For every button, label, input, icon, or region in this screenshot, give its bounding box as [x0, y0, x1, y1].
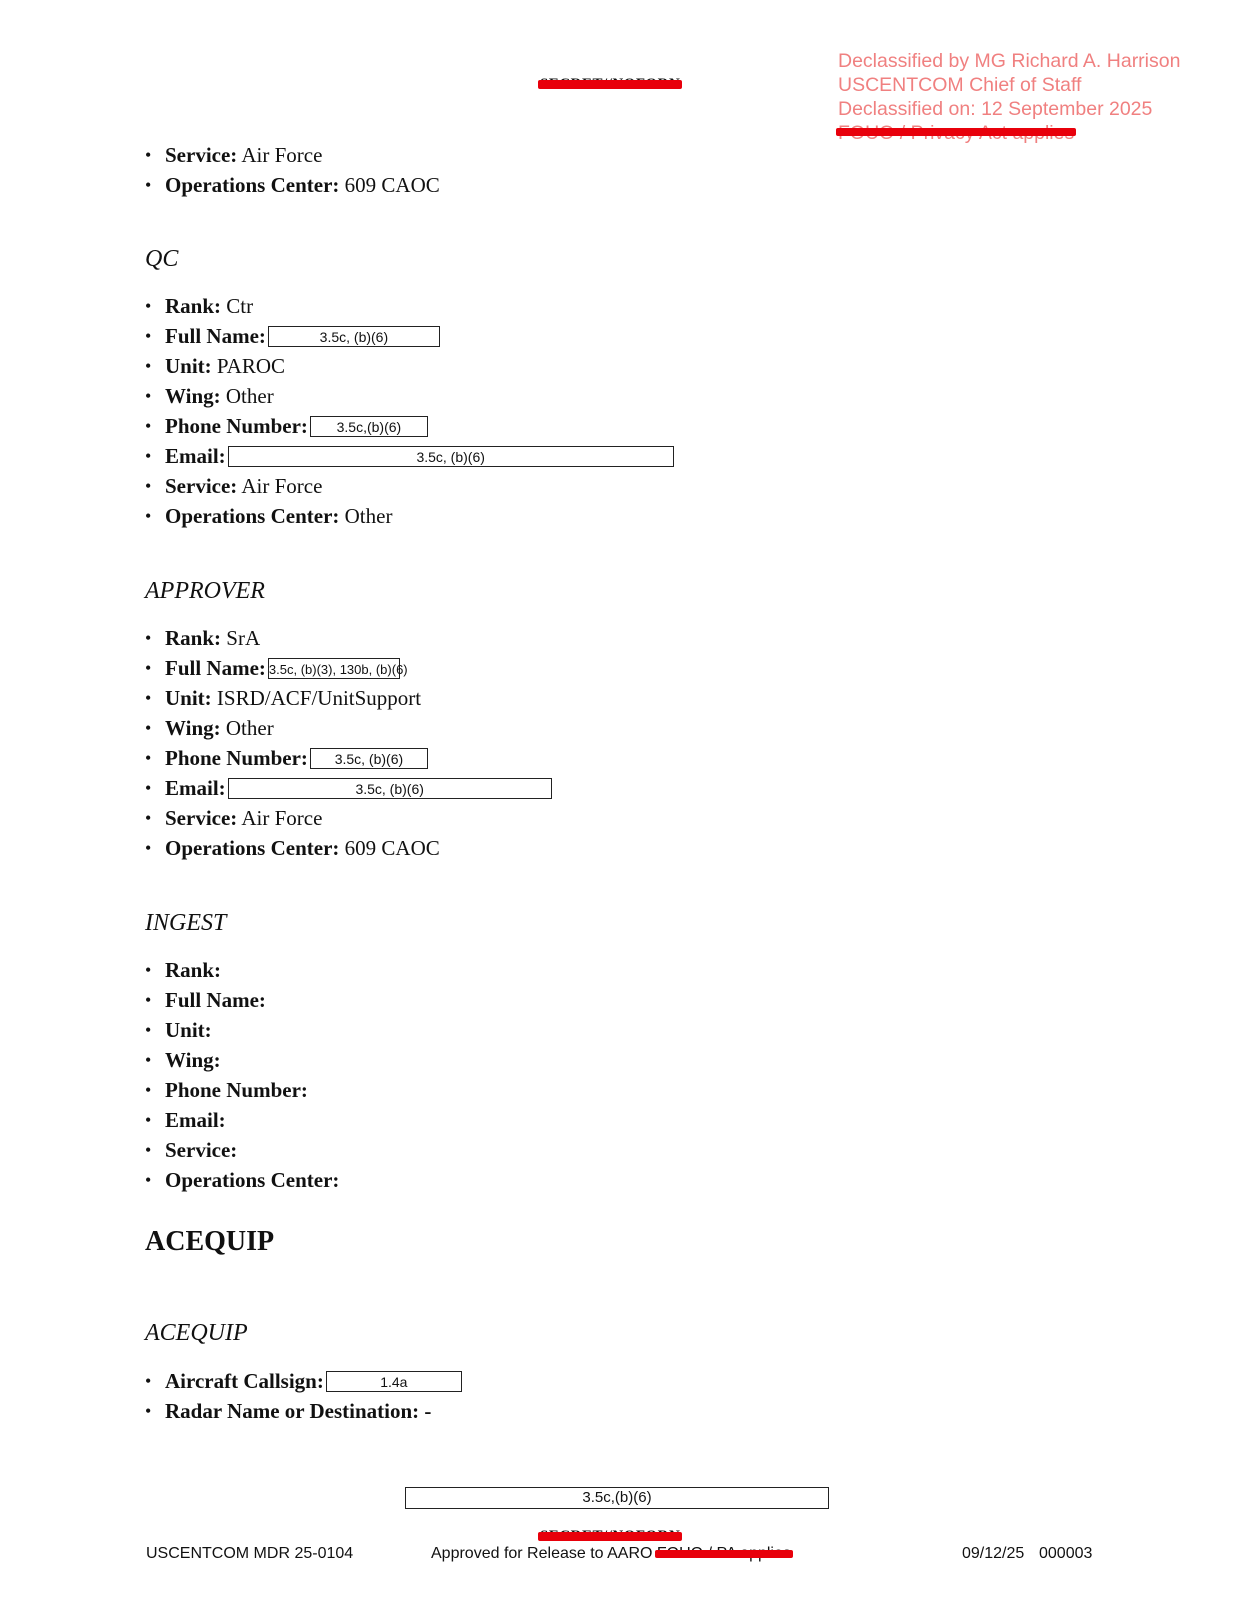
top-classification	[540, 76, 680, 93]
bottom-classification	[540, 1528, 680, 1545]
list-item: • Rank:	[145, 955, 339, 985]
declass-line-2: USCENTCOM Chief of Staff	[838, 74, 1082, 96]
list-item: • Email:	[145, 1105, 339, 1135]
footer-date: 09/12/25	[962, 1545, 1025, 1562]
list-item: • Email: 3.5c, (b)(6)	[145, 441, 674, 471]
qc-heading: QC	[145, 246, 179, 272]
redaction-box: 1.4a	[326, 1371, 462, 1392]
redaction-box: 3.5c, (b)(6)	[310, 748, 428, 769]
list-item: • Service: Air Force	[145, 140, 440, 170]
list-item: • Wing: Other	[145, 713, 552, 743]
list-item: • Radar Name or Destination: -	[145, 1396, 462, 1426]
qc-list	[145, 291, 674, 531]
list-item: • Service: Air Force	[145, 803, 552, 833]
list-item: • Full Name: 3.5c, (b)(6)	[145, 321, 674, 351]
list-item: • Aircraft Callsign: 1.4a	[145, 1366, 462, 1396]
list-item: • Phone Number: 3.5c, (b)(6)	[145, 743, 552, 773]
list-item: • Operations Center: 609 CAOC	[145, 833, 552, 863]
redaction-box: 3.5c,(b)(6)	[310, 416, 428, 437]
list-item: • Email: 3.5c, (b)(6)	[145, 773, 552, 803]
acequip-heading: ACEQUIP	[145, 1320, 248, 1346]
footer-release-note: Approved for Release to AARO	[431, 1545, 791, 1563]
list-item: • Operations Center:	[145, 1165, 339, 1195]
approver-list	[145, 623, 552, 863]
list-item: • Phone Number: 3.5c,(b)(6)	[145, 411, 674, 441]
declassification-stamp	[838, 49, 1180, 145]
redaction-box: 3.5c, (b)(6)	[228, 446, 674, 467]
list-item: • Operations Center: Other	[145, 501, 674, 531]
list-item: • Unit: PAROC	[145, 351, 674, 381]
list-item: • Service:	[145, 1135, 339, 1165]
acequip-list	[145, 1366, 462, 1426]
footer-document-id: USCENTCOM MDR 25-0104	[146, 1545, 354, 1562]
list-item: • Unit:	[145, 1015, 339, 1045]
list-item: • Full Name: 3.5c, (b)(3), 130b, (b)(6)	[145, 653, 552, 683]
bottom-redaction-box: 3.5c,(b)(6)	[405, 1487, 829, 1509]
list-item: • Wing: Other	[145, 381, 674, 411]
fouo-line	[838, 121, 1074, 145]
list-item: • Operations Center: 609 CAOC	[145, 170, 440, 200]
declass-line-3: Declassified on: 12 September 2025	[838, 98, 1153, 120]
list-item: • Phone Number:	[145, 1075, 339, 1105]
ingest-list	[145, 955, 339, 1195]
redaction-box: 3.5c, (b)(3), 130b, (b)(6)	[268, 658, 400, 679]
ingest-heading: INGEST	[145, 910, 227, 936]
top-items-list	[145, 140, 440, 200]
list-item: • Service: Air Force	[145, 471, 674, 501]
acequip-section-title: ACEQUIP	[145, 1226, 275, 1257]
list-item: • Unit: ISRD/ACF/UnitSupport	[145, 683, 552, 713]
redaction-box: 3.5c, (b)(6)	[268, 326, 440, 347]
list-item: • Full Name:	[145, 985, 339, 1015]
declass-line-1: Declassified by MG Richard A. Harrison	[838, 50, 1181, 72]
approver-heading: APPROVER	[145, 578, 265, 604]
list-item: • Wing:	[145, 1045, 339, 1075]
footer-page-number: 000003	[1039, 1545, 1093, 1562]
list-item: • Rank: Ctr	[145, 291, 674, 321]
list-item: • Rank: SrA	[145, 623, 552, 653]
redaction-box: 3.5c, (b)(6)	[228, 778, 552, 799]
